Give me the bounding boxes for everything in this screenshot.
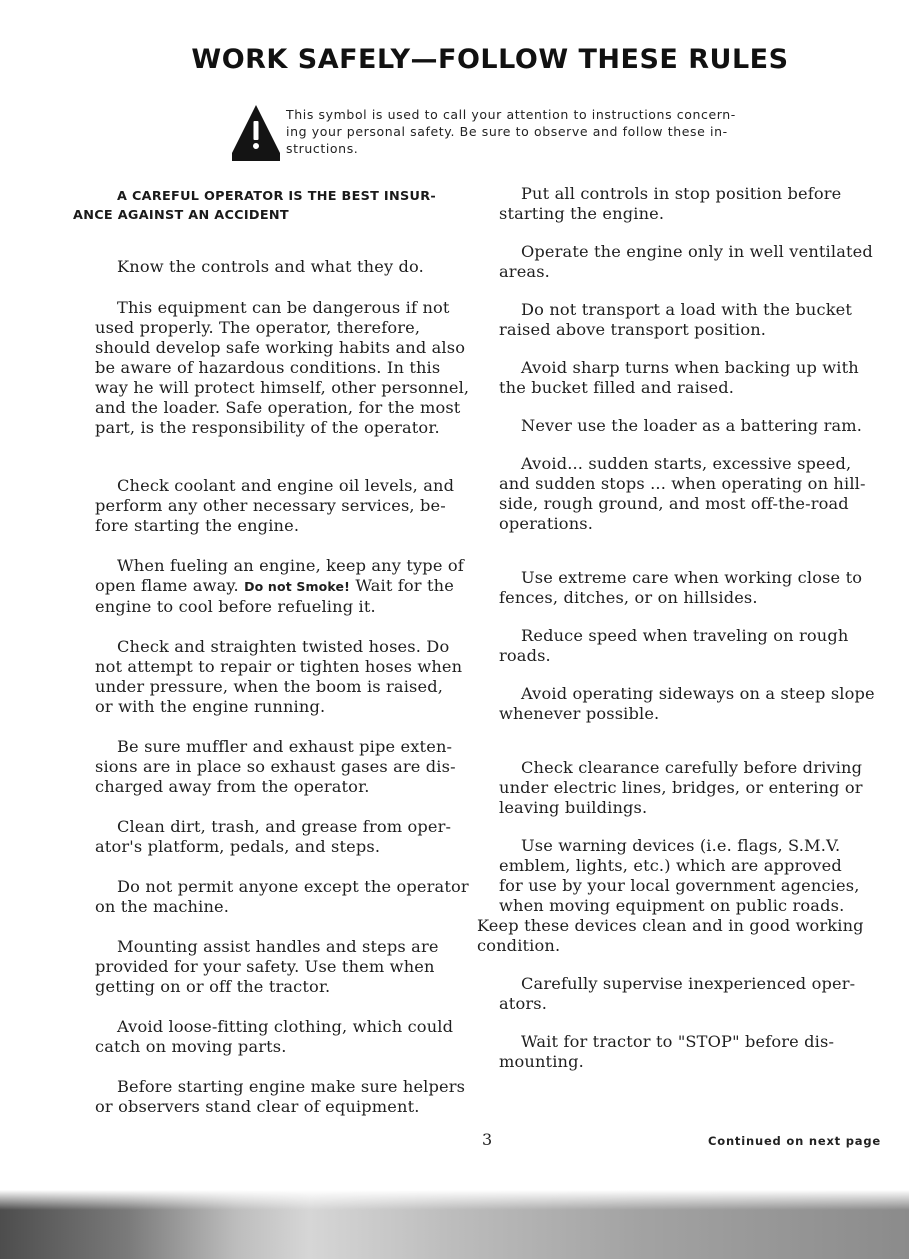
rule-fueling: When fueling an engine, keep any type of open flame away. Do not Smoke! Wait for the engine to cool before refueling it. — [95, 556, 464, 616]
page-title: WORK SAFELY—FOLLOW THESE RULES — [191, 44, 789, 75]
rule-warning-devices: Use warning devices (i.e. flags, S.M.V. emblem, lights, etc.) which are approved for use by your local government agencies, when moving equipment on public roads. Keep these devices clean and in good working condition. — [477, 836, 864, 955]
rule-know-controls: Know the controls and what they do. — [117, 257, 424, 276]
rule-stand-clear: Before starting engine make sure helpers or observers stand clear of equipment. — [95, 1077, 466, 1116]
section-heading: A CAREFUL OPERATOR IS THE BEST INSUR- ANCE AGAINST AN ACCIDENT — [73, 189, 436, 223]
rule-sideways-slope: Avoid operating sideways on a steep slope whenever possible. — [499, 684, 875, 723]
rule-supervise: Carefully supervise inexperienced oper- ators. — [499, 974, 856, 1013]
safety-note-line: This symbol is used to call your attention to instructions concern- — [286, 107, 736, 122]
rule-hoses: Check and straighten twisted hoses. Do not attempt to repair or tighten hoses when under pressure, when the boom is raised, or with the engine running. — [95, 637, 463, 716]
safety-note-line: ing your personal safety. Be sure to observe and follow these in- — [286, 124, 728, 139]
rule-reduce-speed: Reduce speed when traveling on rough roads. — [499, 626, 849, 665]
rule-assist-handles: Mounting assist handles and steps are provided for your safety. Use them when getting on or off the tractor. — [95, 937, 439, 996]
rule-clean-platform: Clean dirt, trash, and grease from oper- ator's platform, pedals, and steps. — [95, 817, 452, 856]
rule-ventilation: Operate the engine only in well ventilated areas. — [499, 242, 873, 281]
rule-muffler: Be sure muffler and exhaust pipe exten- sions are in place so exhaust gases are dis- charged away from the operator. — [95, 737, 456, 796]
left-column — [73, 187, 475, 1117]
page-number: 3 — [482, 1130, 493, 1149]
rule-loose-clothing: Avoid loose-fitting clothing, which could catch on moving parts. — [95, 1017, 454, 1056]
rule-controls-stop: Put all controls in stop position before starting the engine. — [499, 184, 842, 223]
warning-triangle-icon — [229, 103, 282, 161]
rule-no-riders: Do not permit anyone except the operator on the machine. — [95, 877, 469, 916]
rule-transport-load: Do not transport a load with the bucket raised above transport position. — [499, 300, 853, 339]
rule-wait-stop: Wait for tractor to "STOP" before dis- mounting. — [499, 1032, 835, 1071]
rule-equipment-dangerous: This equipment can be dangerous if not used properly. The operator, therefore, should develop safe working habits and also be aware of hazardous conditions. In this way he will protect himself, other personnel, and the loader. Safe operation, for the most part, is the responsibility of the operator. — [95, 298, 470, 437]
rule-check-coolant: Check coolant and engine oil levels, and perform any other necessary services, be- fore starting the engine. — [95, 476, 455, 535]
rule-extreme-care: Use extreme care when working close to fences, ditches, or on hillsides. — [499, 568, 863, 607]
rule-battering-ram: Never use the loader as a battering ram. — [521, 416, 863, 435]
right-column — [477, 184, 895, 1072]
rule-sudden-starts: Avoid... sudden starts, excessive speed, and sudden stops ... when operating on hill- side, rough ground, and most off-the-road operations. — [499, 454, 866, 533]
rule-sharp-turns: Avoid sharp turns when backing up with the bucket filled and raised. — [499, 358, 859, 397]
safety-symbol-note — [286, 106, 756, 157]
safety-note-line: structions. — [286, 141, 359, 156]
rule-check-clearance: Check clearance carefully before driving under electric lines, bridges, or entering or leaving buildings. — [499, 758, 863, 817]
scan-edge-shadow — [0, 1190, 909, 1259]
continued-note: Continued on next page — [708, 1134, 881, 1148]
no-smoking-emphasis: Do not Smoke! — [244, 579, 351, 594]
